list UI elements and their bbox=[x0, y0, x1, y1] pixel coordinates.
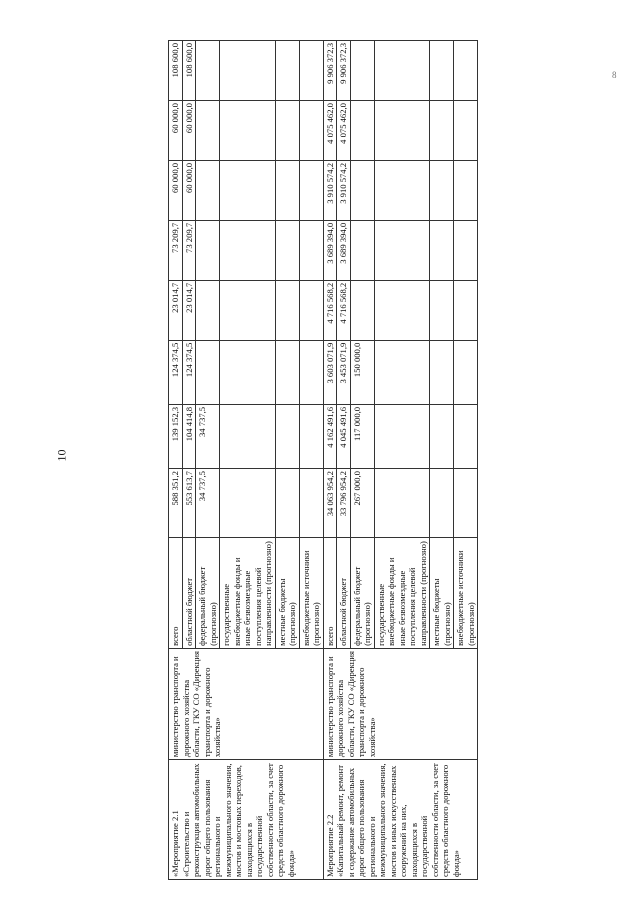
value-cell bbox=[275, 280, 299, 340]
value-cell bbox=[299, 220, 323, 280]
value-cell: 553 613,7 bbox=[182, 469, 196, 537]
value-cell bbox=[196, 340, 220, 404]
value-cell bbox=[220, 160, 276, 220]
value-cell bbox=[299, 340, 323, 404]
value-cell bbox=[275, 101, 299, 161]
source-cell: внебюджетные источники (прогнозно) bbox=[454, 537, 478, 648]
value-cell bbox=[430, 101, 454, 161]
source-cell: государственные внебюджетные фонды и иные безвозмездные поступления целевой направленности (прогнозно) bbox=[374, 537, 430, 648]
value-cell bbox=[299, 404, 323, 468]
value-cell bbox=[196, 280, 220, 340]
value-cell bbox=[374, 280, 430, 340]
value-cell: 4 075 462,0 bbox=[323, 101, 337, 161]
value-cell bbox=[275, 41, 299, 101]
value-cell: 104 414,8 bbox=[182, 404, 196, 468]
value-cell bbox=[220, 469, 276, 537]
value-cell: 150 000,0 bbox=[350, 340, 374, 404]
value-cell bbox=[275, 404, 299, 468]
funding-table-body bbox=[169, 41, 478, 880]
value-cell bbox=[220, 101, 276, 161]
value-cell: 60 000,0 bbox=[182, 101, 196, 161]
value-cell bbox=[299, 101, 323, 161]
value-cell bbox=[430, 160, 454, 220]
value-cell bbox=[275, 220, 299, 280]
value-cell bbox=[220, 220, 276, 280]
value-cell bbox=[454, 41, 478, 101]
value-cell: 139 152,3 bbox=[169, 404, 183, 468]
value-cell: 4 716 568,2 bbox=[323, 280, 337, 340]
table-row bbox=[169, 41, 183, 880]
funding-table bbox=[168, 40, 478, 880]
source-cell: федеральный бюджет (прогнозно) bbox=[350, 537, 374, 648]
value-cell bbox=[220, 280, 276, 340]
value-cell: 4 075 462,0 bbox=[337, 101, 351, 161]
value-cell: 73 209,7 bbox=[182, 220, 196, 280]
value-cell bbox=[299, 160, 323, 220]
value-cell: 3 910 574,2 bbox=[337, 160, 351, 220]
value-cell bbox=[275, 340, 299, 404]
value-cell: 588 351,2 bbox=[169, 469, 183, 537]
value-cell bbox=[350, 280, 374, 340]
source-cell: внебюджетные источники (прогнозно) bbox=[299, 537, 323, 648]
value-cell bbox=[350, 220, 374, 280]
executor-cell: министерство транспорта и дорожного хозяйства области, ГКУ СО «Дирекция транспорта и дорожного хозяйства» bbox=[169, 648, 324, 759]
value-cell: 60 000,0 bbox=[182, 160, 196, 220]
value-cell bbox=[374, 340, 430, 404]
value-cell bbox=[430, 280, 454, 340]
table-row bbox=[323, 41, 337, 880]
value-cell: 4 162 491,6 bbox=[323, 404, 337, 468]
source-cell: федеральный бюджет (прогнозно) bbox=[196, 537, 220, 648]
value-cell: 60 000,0 bbox=[169, 101, 183, 161]
value-cell: 34 737,5 bbox=[196, 469, 220, 537]
value-cell bbox=[220, 340, 276, 404]
value-cell: 3 910 574,2 bbox=[323, 160, 337, 220]
value-cell: 3 689 394,0 bbox=[337, 220, 351, 280]
value-cell bbox=[299, 41, 323, 101]
edge-mark: 8 bbox=[612, 70, 617, 80]
value-cell bbox=[454, 404, 478, 468]
source-cell: местные бюджеты (прогнозно) bbox=[430, 537, 454, 648]
source-cell: местные бюджеты (прогнозно) bbox=[275, 537, 299, 648]
value-cell: 3 453 071,9 bbox=[337, 340, 351, 404]
value-cell: 108 600,0 bbox=[182, 41, 196, 101]
value-cell bbox=[430, 220, 454, 280]
value-cell: 34 063 954,2 bbox=[323, 469, 337, 537]
value-cell: 9 906 372,3 bbox=[323, 41, 337, 101]
value-cell bbox=[374, 220, 430, 280]
value-cell bbox=[299, 469, 323, 537]
value-cell: 33 796 954,2 bbox=[337, 469, 351, 537]
value-cell: 124 374,5 bbox=[182, 340, 196, 404]
value-cell: 3 689 394,0 bbox=[323, 220, 337, 280]
value-cell bbox=[430, 469, 454, 537]
value-cell bbox=[275, 160, 299, 220]
value-cell: 4 716 568,2 bbox=[337, 280, 351, 340]
rotated-content bbox=[20, 20, 620, 880]
value-cell bbox=[196, 220, 220, 280]
value-cell: 9 906 372,3 bbox=[337, 41, 351, 101]
value-cell: 267 000,0 bbox=[350, 469, 374, 537]
source-cell: всего bbox=[169, 537, 183, 648]
value-cell: 124 374,5 bbox=[169, 340, 183, 404]
value-cell bbox=[454, 280, 478, 340]
value-cell: 60 000,0 bbox=[169, 160, 183, 220]
value-cell bbox=[350, 101, 374, 161]
value-cell bbox=[350, 41, 374, 101]
value-cell: 108 600,0 bbox=[169, 41, 183, 101]
source-cell: областной бюджет bbox=[182, 537, 196, 648]
value-cell bbox=[374, 404, 430, 468]
value-cell bbox=[430, 340, 454, 404]
value-cell bbox=[454, 160, 478, 220]
value-cell: 117 000,0 bbox=[350, 404, 374, 468]
measure-cell: «Мероприятие 2.1 «Строительство и реконструкция автомобильных дорог общего пользования регионального и межмуниципального значения, мостов и мостовых переходов, находящихся в государственной собственности области, за счет средств областного дорожного фонда» bbox=[169, 760, 324, 880]
value-cell bbox=[220, 404, 276, 468]
value-cell: 34 737,5 bbox=[196, 404, 220, 468]
value-cell: 23 014,7 bbox=[182, 280, 196, 340]
value-cell bbox=[196, 41, 220, 101]
value-cell: 23 014,7 bbox=[169, 280, 183, 340]
value-cell bbox=[220, 41, 276, 101]
value-cell bbox=[350, 160, 374, 220]
value-cell bbox=[430, 41, 454, 101]
source-cell: государственные внебюджетные фонды и иные безвозмездные поступления целевой направленности (прогнозно) bbox=[220, 537, 276, 648]
intro-paragraph bbox=[22, 40, 162, 880]
measure-cell: Мероприятие 2.2 «Капитальный ремонт, ремонт и содержание автомобильных дорог общего пользования регионального и межмуниципального значения, мостов и иных искусственных сооружений на них, находящихся в государственной собственности области, за счет средств областного дорожного фонда» bbox=[323, 760, 478, 880]
value-cell bbox=[374, 160, 430, 220]
value-cell bbox=[196, 160, 220, 220]
source-cell: всего bbox=[323, 537, 337, 648]
value-cell bbox=[430, 404, 454, 468]
value-cell bbox=[374, 101, 430, 161]
source-cell: областной бюджет bbox=[337, 537, 351, 648]
value-cell: 73 209,7 bbox=[169, 220, 183, 280]
outro-paragraph bbox=[490, 40, 560, 880]
value-cell bbox=[454, 101, 478, 161]
value-cell: 3 603 071,9 bbox=[323, 340, 337, 404]
value-cell bbox=[196, 101, 220, 161]
executor-cell: министерство транспорта и дорожного хозяйства области, ГКУ СО «Дирекция транспорта и дорожного хозяйства» bbox=[323, 648, 478, 759]
value-cell bbox=[275, 469, 299, 537]
value-cell bbox=[454, 469, 478, 537]
value-cell bbox=[454, 340, 478, 404]
page-number: 10 bbox=[54, 449, 69, 462]
value-cell bbox=[454, 220, 478, 280]
value-cell: 4 045 491,6 bbox=[337, 404, 351, 468]
value-cell bbox=[374, 469, 430, 537]
value-cell bbox=[299, 280, 323, 340]
value-cell bbox=[374, 41, 430, 101]
